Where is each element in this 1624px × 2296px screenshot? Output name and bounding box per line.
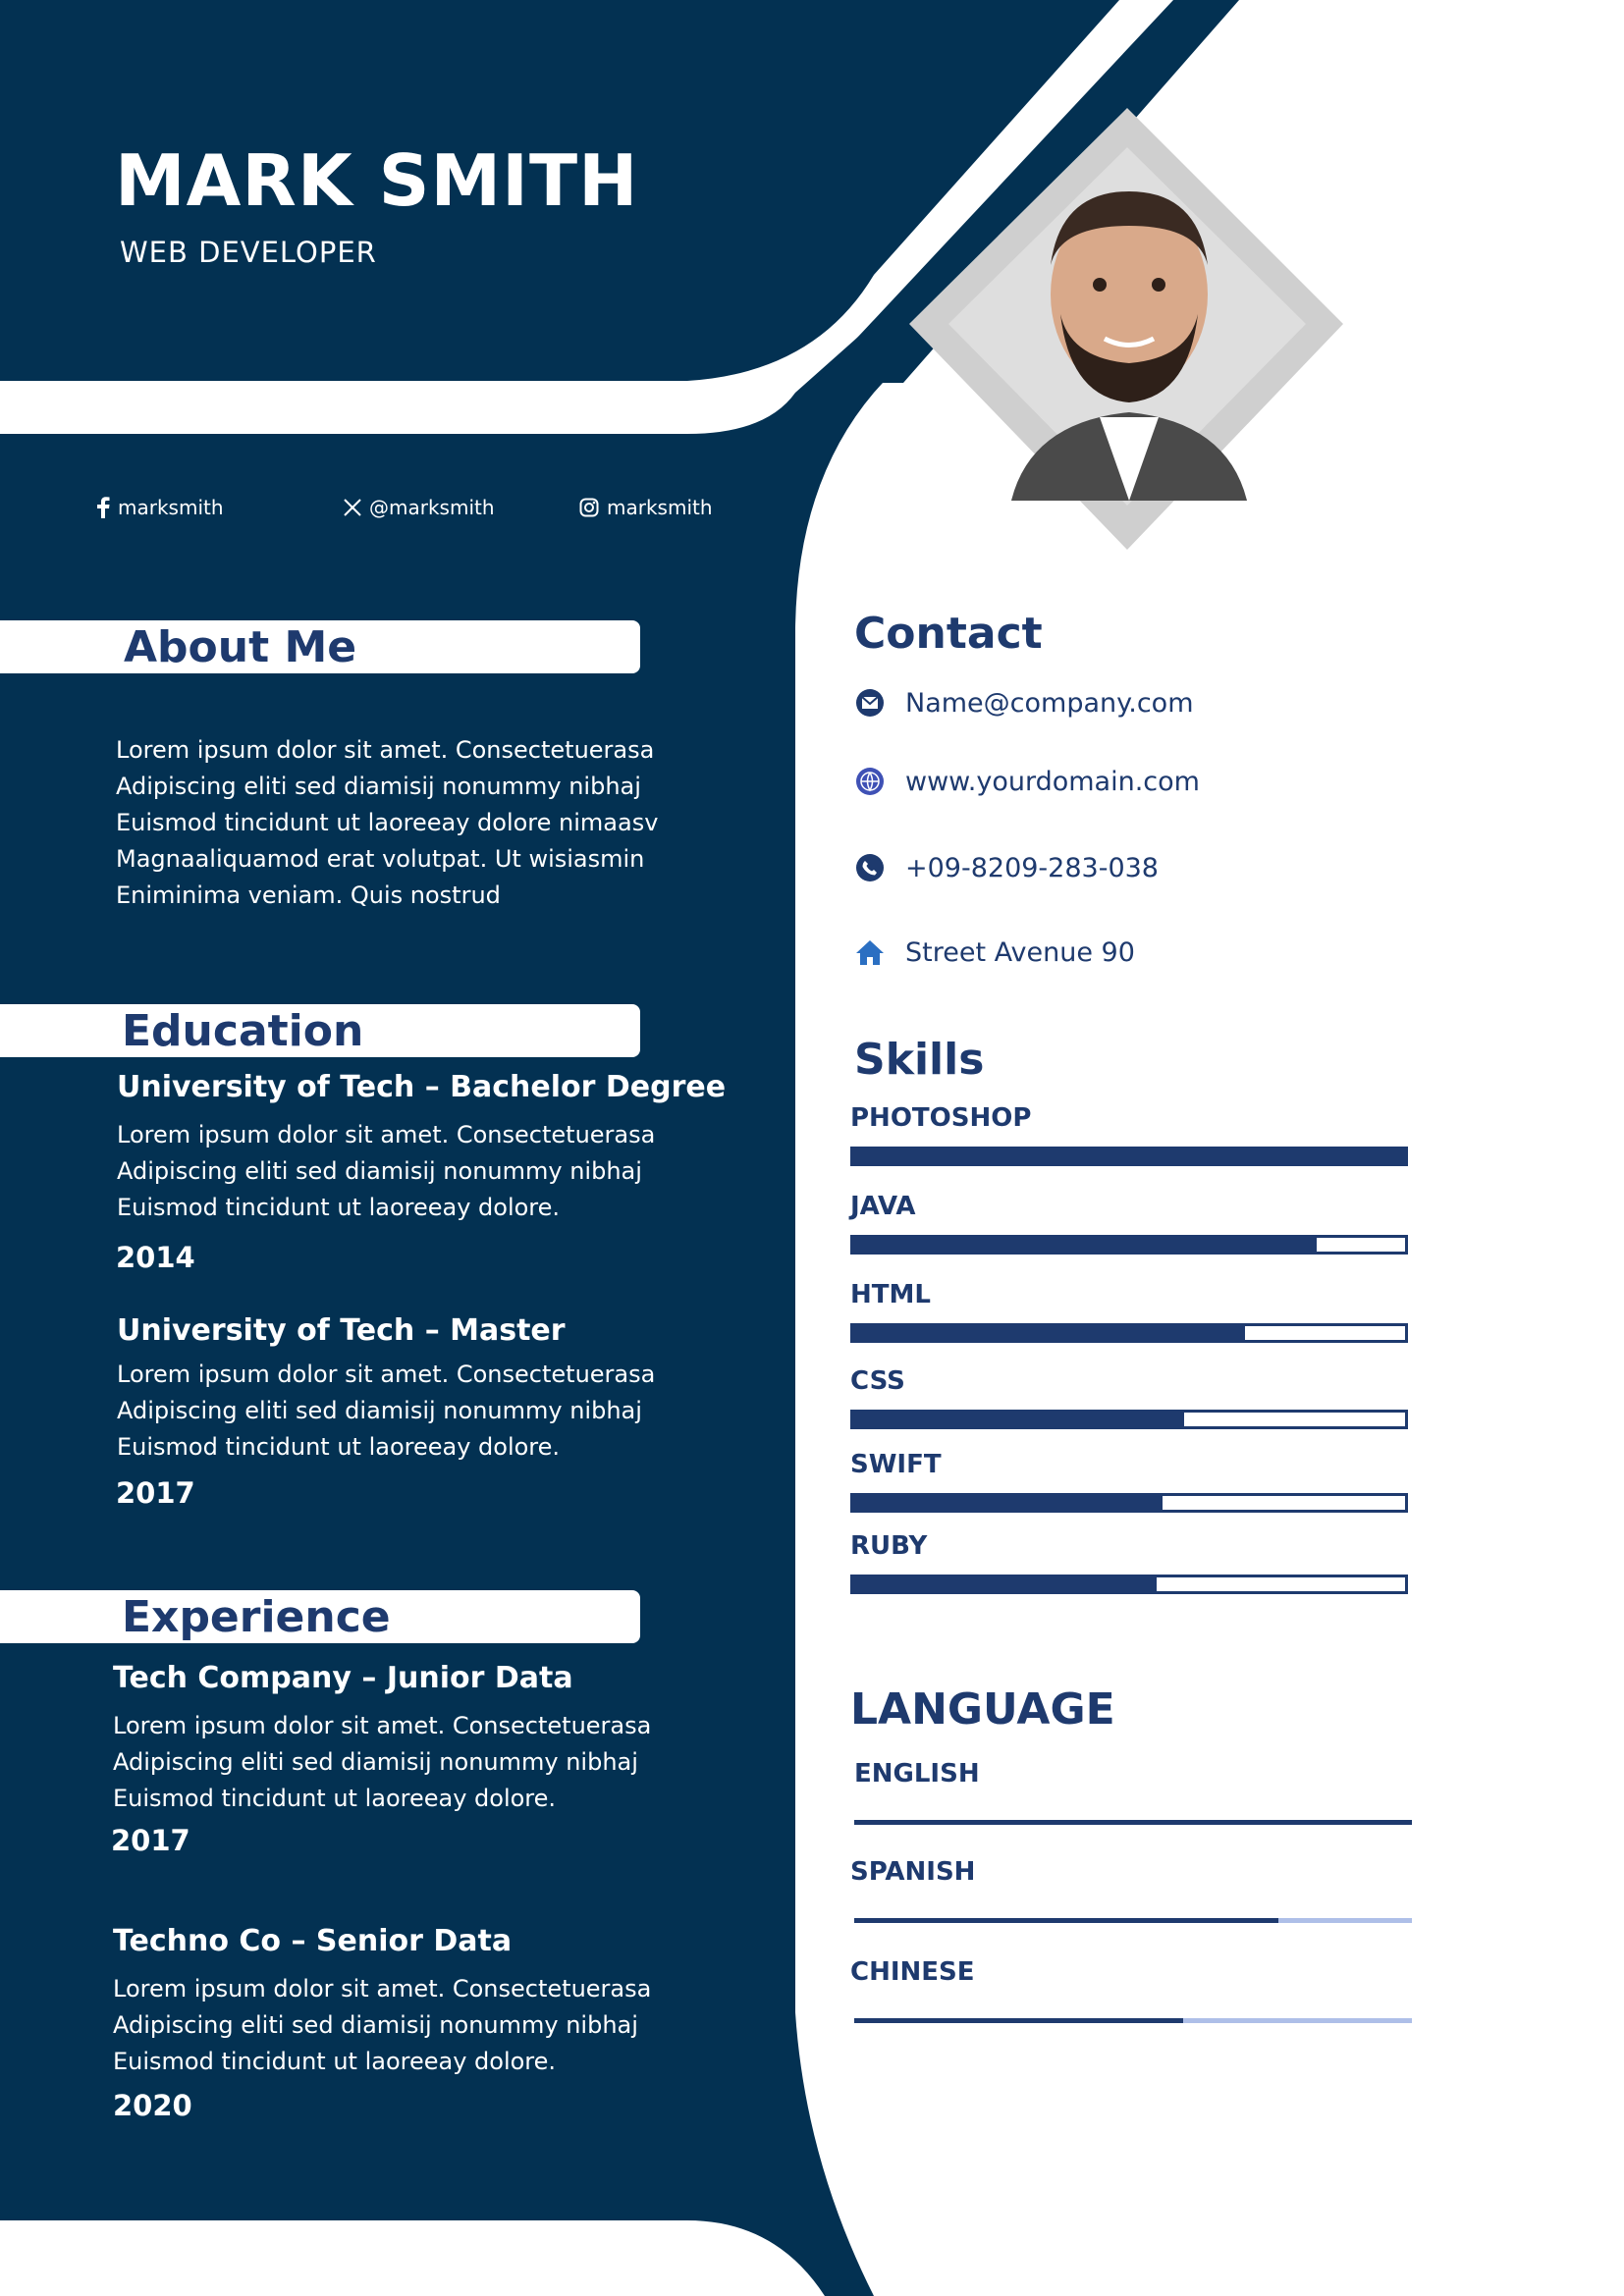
language-label: ENGLISH [854,1759,980,1789]
skill-label: JAVA [850,1192,916,1221]
contact-website-text: www.yourdomain.com [905,766,1200,797]
skill-bar [850,1323,1408,1343]
skill-label: PHOTOSHOP [850,1103,1032,1133]
job-title: WEB DEVELOPER [120,236,377,269]
social-label: marksmith [607,496,713,519]
experience-item-text: Lorem ipsum dolor sit amet. Consectetuerasa Adipiscing eliti sed diamisij nonummy nibhaj Euismod tincidunt ut laoreeay dolore. [113,1975,652,2075]
language-bar-fill [854,1820,1412,1825]
skill-bar-fill [853,1577,1157,1591]
language-label: SPANISH [850,1857,976,1887]
about-text: Lorem ipsum dolor sit amet. Consectetuerasa Adipiscing eliti sed diamisij nonummy nibhaj Euismod tincidunt ut laoreeay dolore nimaasv Magnaaliquamod erat volutpat. Ut wisiasmin Eniminima veniam. Quis nostrud [116,736,659,909]
experience-item-year: 2017 [111,1824,190,1857]
facebook-icon [96,497,110,518]
skill-bar [850,1493,1408,1513]
contact-email[interactable] [854,687,1194,719]
language-heading: LANGUAGE [850,1684,1115,1735]
contact-address[interactable] [854,936,1135,968]
language-bar [854,2018,1412,2023]
experience-item-title: Techno Co – Senior Data [113,1924,513,1958]
skill-bar [850,1410,1408,1429]
social-facebook[interactable] [96,496,224,519]
experience-heading: Experience [122,1592,391,1642]
contact-email-text: Name@company.com [905,687,1194,719]
skill-label: CSS [850,1366,905,1396]
about-heading: About Me [124,622,357,672]
language-bar [854,1820,1412,1825]
education-item-year: 2017 [116,1476,195,1510]
education-item-text: Lorem ipsum dolor sit amet. Consectetuerasa Adipiscing eliti sed diamisij nonummy nibhaj Euismod tincidunt ut laoreeay dolore. [117,1121,656,1221]
skill-bar [850,1235,1408,1255]
home-icon [854,936,886,968]
social-instagram[interactable] [579,496,713,519]
person-name: MARK SMITH [115,139,639,222]
skill-bar-fill [853,1496,1163,1510]
x-icon [344,499,361,516]
skills-heading: Skills [854,1035,985,1085]
globe-icon [854,766,886,797]
skill-label: HTML [850,1280,931,1309]
skill-bar [850,1147,1408,1166]
education-item-title: University of Tech – Bachelor Degree [117,1070,727,1104]
phone-icon [854,852,886,883]
social-label: @marksmith [369,496,495,519]
contact-phone[interactable] [854,852,1159,883]
skill-bar-fill [853,1149,1405,1163]
language-label: CHINESE [850,1957,975,1987]
avatar [992,167,1267,501]
instagram-icon [579,498,599,517]
contact-address-text: Street Avenue 90 [905,936,1135,968]
contact-heading: Contact [854,609,1043,659]
email-icon [854,687,886,719]
social-x[interactable] [344,496,495,519]
skill-bar-fill [853,1413,1184,1426]
skill-bar [850,1575,1408,1594]
skill-label: SWIFT [850,1450,942,1479]
contact-website[interactable] [854,766,1200,797]
experience-item-year: 2020 [113,2089,192,2122]
language-bar-fill [854,1918,1278,1923]
social-label: marksmith [118,496,224,519]
language-bar [854,1918,1412,1923]
education-item-title: University of Tech – Master [117,1313,566,1348]
skill-label: RUBY [850,1531,928,1561]
skill-bar-fill [853,1326,1245,1340]
language-bar-fill [854,2018,1183,2023]
contact-phone-text: +09-8209-283-038 [905,852,1159,883]
education-item-text: Lorem ipsum dolor sit amet. Consectetuerasa Adipiscing eliti sed diamisij nonummy nibhaj Euismod tincidunt ut laoreeay dolore. [117,1361,656,1461]
experience-item-text: Lorem ipsum dolor sit amet. Consectetuerasa Adipiscing eliti sed diamisij nonummy nibhaj Euismod tincidunt ut laoreeay dolore. [113,1712,652,1812]
education-item-year: 2014 [116,1241,195,1274]
experience-item-title: Tech Company – Junior Data [113,1661,573,1695]
skill-bar-fill [853,1238,1317,1252]
education-heading: Education [122,1006,364,1056]
